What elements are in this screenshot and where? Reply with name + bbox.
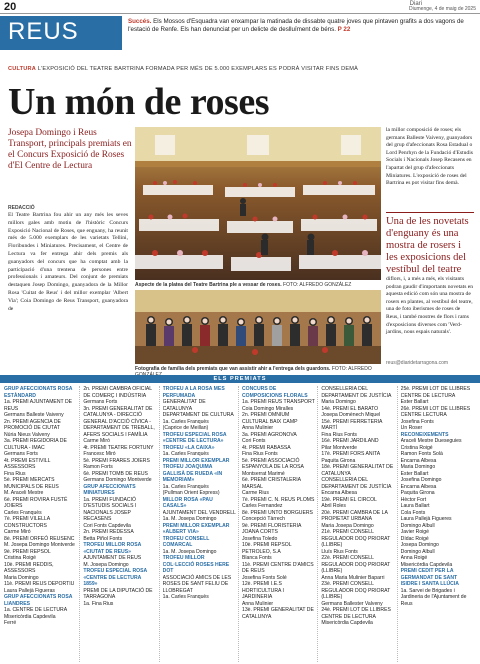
theatre-photo-graphic (135, 127, 381, 280)
award-line: Pilar Montverde (321, 444, 357, 451)
awards-column-2 (83, 386, 159, 662)
award-line: Laura Ballart (400, 503, 430, 509)
award-line: CONSELLERIA DEL DEPARTAMENT DE JUSTÍCIA (321, 386, 392, 399)
award-line: TROFEU CONSELL COMARCAL (162, 535, 210, 548)
teaser-brief (128, 18, 474, 34)
award-line: Fina Rius (4, 470, 26, 477)
award-line: 12è. PREMI I.E.S HORTICULTURA I JARDINERIA (241, 581, 284, 600)
award-line: 24è. PREMI LOT DE LLIBRES CENTRE DE LECTURA (321, 607, 391, 620)
awards-band: ELS PREMIATS (0, 375, 480, 383)
award-line: Javier Roigé (400, 529, 429, 535)
award-line: Montserrat Marimé (241, 470, 285, 477)
award-line: 18è. PREMI GENERALITAT DE CATALUNYA (321, 464, 394, 477)
photo1-credit: FOTO: ALFREDO GONZÁLEZ (283, 282, 352, 288)
award-line: Francesc Miró (83, 451, 116, 457)
award-line: CONSELLERIA DEL DEPARTAMENT DE JUSTÍCIA (321, 477, 392, 490)
award-line: 9è. PREMI FLORISTERIA JOANA CORTS (241, 522, 302, 535)
award-line: 10è. PREMI REDDIS, ASSESSORS (4, 561, 54, 574)
photo2-credit: FOTO: ALFREDO (331, 366, 372, 372)
award-line: 17è. PREMI FORS ANITA (321, 451, 381, 457)
award-line: MILLOR ROSA «PAU CASALS» (162, 496, 213, 509)
pull-quote: Una de les novetats d'enguany és una mostra de rosers i les exposicions del vestíbul del teatre (386, 212, 474, 276)
award-line: 1a. M. Josepa Domingo (162, 516, 217, 522)
award-line: GRUP AFECCIONATS ROSA ESTÀNDARD (4, 386, 73, 399)
award-line: Anna Mulinier (241, 425, 274, 431)
award-line: Fina Rius Fonts (241, 451, 278, 457)
award-line: Fina Rius Fonts (321, 431, 357, 438)
teaser-lead: Succés. (128, 18, 152, 25)
awards-list (4, 386, 476, 662)
award-line: Misericòrdia Capdevila (321, 620, 373, 626)
award-line: 1a. PREMI AJUNTAMENT DE REUS (4, 399, 73, 412)
award-line: Encarna Albesa (400, 457, 437, 464)
award-line: 3a. PREMI AGRONOVA (241, 431, 297, 438)
award-line: M. Araceli Mestre (4, 490, 44, 496)
group-photo (135, 290, 381, 364)
award-line: Maria Josepa Domingo (321, 522, 374, 529)
award-line: 4t. PREMI RABASSA (241, 444, 291, 451)
award-line: Laura Pallejà Figueres (400, 516, 452, 522)
award-line: 14è. PREMI EL BARATO (321, 405, 379, 412)
award-line: ASSOCIACIÓ AMICS DE LES ROSES DE SANT FELIU DE LLOBREGAT (162, 574, 232, 594)
issue-date: Diumenge, 4 de maig de 2025 (409, 6, 476, 12)
kicker (8, 66, 476, 72)
byline: REDACCIÓ (8, 205, 35, 211)
award-line: AJUNTAMENT DEL VENDRELL (162, 509, 236, 516)
award-line: DEPARTAMENT DE CULTURA (162, 412, 234, 418)
award-line: 2n. PREMI REDESSA (83, 529, 134, 535)
award-line: Josefina Fonts Solé (241, 574, 287, 581)
award-line: Cori Fonts (241, 438, 266, 444)
award-line: Anna Roigé (400, 555, 428, 561)
award-line: 6è. PREMI CRISTALERIA MARSAL (241, 477, 301, 490)
award-line: Carles Fernandez (241, 503, 283, 509)
award-line: Maria Domingo (400, 464, 436, 470)
award-line: 16è. PREMI JARDILAND (321, 438, 379, 444)
award-line: Carles Franquès (4, 509, 42, 516)
award-line: 8è. PREMI ORFEÓ REUSENC (4, 535, 75, 542)
award-line: 26è. PREMI LOT DE LLIBRES CENTRE LECTURA (400, 405, 471, 418)
award-line: Ramon Fonts Solà (400, 451, 443, 457)
award-line: 1a. Carles Franquès (162, 483, 209, 490)
awards-column-1 (4, 386, 80, 662)
award-line: 22è. PREMI CONSELL REGULADOR DOQ PRIORAT (LLIBRE) (321, 555, 391, 574)
teaser-text: Els Mossos d'Esquadra van enxampar la matinada de dissabte quatre joves que pintaven grafits a dos vagons de l'estació de Renfe. Els han denunciat per un delicte de deslluïment de béns. (128, 18, 464, 33)
award-line: 2n. PREMI CAMBRA OFICIAL DE COMERÇ I INDÚSTRIA (83, 386, 152, 399)
award-line: 10è. PREMI REPSOL PETROLEO, S.A (241, 542, 292, 555)
award-line: M. Josepa Domingo (83, 561, 129, 568)
award-line: GRUP AFECCIONATS MINIATURES (83, 483, 136, 496)
award-line: PREMI CEDIT PER LA GERMANDAT DE SANT ISIDRE I SANTA LLÚCIA (400, 568, 459, 587)
award-line: Misericòrdia Capdevila (4, 613, 56, 620)
award-line: TROFEU ESPECIAL ROSA «CENTRE DE LECTURA 1859» (83, 568, 148, 587)
award-line: Laura Pallejà Figueras (4, 587, 55, 594)
award-line: Cristina Roigé (4, 555, 36, 561)
award-line: Ramon Forts (83, 464, 113, 470)
award-line: Araceli Mestre Dueseguies (400, 438, 462, 444)
award-line: PREMI MILLOR EXEMPLAR (162, 457, 230, 464)
photo2-caption-text: Fotografia de família dels premiats que van assistir ahir a l'entrega dels guardons. (135, 366, 331, 372)
group-photo-graphic (135, 290, 381, 364)
award-line: Paquita Girona (321, 457, 356, 464)
section-title: REUS (0, 16, 122, 50)
award-line: Lluís Rius Fonts (321, 548, 358, 555)
award-line: 25è. PREMI LOT DE LLIBRES CENTRE DE LECTURA (400, 386, 471, 399)
award-line: 7è. PREMI VILELLA CONSTRUCTORS (4, 516, 50, 529)
award-line: 1a. Fina Rius (83, 600, 114, 607)
award-line: Cristina Roigé (400, 444, 433, 451)
award-line: 1a. PREMI FUNDACIÓ D'ESTUDIS SOCIALS I NACIONALS JOSEP RECASENS (83, 496, 137, 522)
article-body: El Teatre Bartrina fou ahir un any més les seves millors gales amb motiu de l'històric Concurs Exposició Nacional de Roses, que enguany, ha reunit més de 5.000 exemplars de les varietats Tellini, Floribundes i Miniatures. Precisament, el Centre de Lectura va fer entrega ahir dels premis als guanyadors del concurs que ha comptat amb la participació d'una trentena de persones entre professionals i amateurs. Del conjunt de premiats destaquen Josep Domingo, guanyadora de la Millor Rosa 'Cuitat de Reus' i del millor exemplar 'Albert Via'; Coia Domingo de Reus Transport, guanyadora de (8, 212, 128, 312)
award-line: TROFEU MILLOR ROSA «CIUTAT DE REUS» (83, 542, 142, 555)
award-line: 11è. PREMI REUS DEPORTIU (4, 581, 75, 587)
award-line: 21è. PREMI CONSELL REGULADOR DOQ PRIORAT (LLIBRE) (321, 529, 391, 548)
photo1-caption (135, 282, 381, 288)
awards-column-4 (242, 386, 318, 662)
page-number: 20 (4, 1, 17, 13)
award-line: Maria Domingo (321, 399, 356, 405)
award-line: 6è. PREMI ROVIRA FUSTÉ JOIERS (4, 496, 68, 509)
award-line: Domingo Albull (400, 522, 435, 529)
award-line: Ester Ballart (400, 399, 429, 405)
theatre-roses-photo (135, 127, 381, 280)
award-line: (Pullman Orient Express) (162, 490, 220, 496)
award-line: Un Roser (400, 425, 423, 431)
award-line: Encarna Albesa (321, 490, 357, 496)
award-line: 3n. PREMI GENERALITAT DE CATALUNYA - DIRECCIÓ GENERAL D'ACCIÓ CÍVICA - DEPARTAMENT DE TREBALL, AFERS SOCIALS I FAMÍLIA (83, 405, 155, 438)
award-line: 15è. PREMI FERRETERIA MARTÍ (321, 418, 383, 431)
award-line: Dídac Roigé (400, 535, 429, 542)
award-line: 1a. CENTRE DE LECTURA (4, 607, 68, 613)
award-line: TROFEU JOAQUIMA GALLISÀ DE RUEDA «IN MEMORIAM» (162, 464, 223, 483)
award-line: 20è. PREMI CAMBRA DE LA PROPIETAT URBANA (321, 509, 388, 522)
award-line: 3a. PREMI REGIDORIA DE CULTURA - IMAC (4, 438, 67, 451)
award-line: 19è. PREMI EL CIRCOL (321, 496, 377, 503)
award-line: M. Josepa Domingo Montverde (4, 542, 75, 548)
award-line: Betta Piñol Fonts (83, 535, 123, 542)
photo1-caption-text: Aspecte de la platea del Teatre Bartrina ple a vessar de roses. (135, 282, 282, 288)
award-line: Germans Domingo Montverde (83, 477, 152, 483)
award-line: 1a. M. Josepa Domingo (162, 548, 217, 555)
award-line: Núria Nieus Valveny (4, 431, 50, 438)
award-line: Germans Forts (83, 399, 118, 405)
award-line: TROFEU MILLOR COL·LECCIÓ ROSES HERE DOT (162, 555, 230, 574)
award-line: Maria Domingo (4, 574, 39, 581)
award-line: Josepa Domènech Miquel (321, 412, 381, 418)
award-line: Hèctor Fort (400, 496, 427, 503)
deck: Josepa Domingo i Reus Transport, principals premiats en el Concurs Exposició de Roses d'El Centre de Lectura (8, 128, 132, 171)
award-line: Carme Miró (83, 438, 110, 444)
award-line: Cori Fonts Capdevila (83, 522, 131, 529)
award-line: 6è. PREMI TOMB DE REUS (83, 470, 148, 477)
kicker-text: L'EXPOSICIÓ DEL TEATRE BARTRINA FORMADA PER MÉS DE 5.000 EXEMPLARS ES PODRÀ VISITAR FINS DEMÀ (37, 66, 359, 72)
award-line: PREMI DE LA DIPUTACIÓ DE TARRAGONA (83, 587, 153, 600)
award-line: 1a. PREMI REUS TRANSPORT (241, 399, 315, 405)
award-line: Josepa Domingo (400, 542, 439, 548)
award-line: 1a. Sarvei de Brigades i Jardineria de l'Ajuntament de Reus (400, 587, 467, 607)
right-column-text: la millor composició de roses; els germans Balleste Vaiveny, guanyadors del grup d'afeccionats Rosa Estadual o Lord Penrhyn de la Fundació d'Estudis Socials i Nacionals Josep Recasens en l'apartat del grup d'afeccionats Miniatures. L'exposició de roses del Bartrina es pot visitar fins demà. (386, 127, 473, 187)
award-line: 1a. Carles Franquès (162, 418, 209, 425)
award-line: Germans Balleste Vaiveny (4, 412, 64, 418)
award-line: Ferré (4, 620, 17, 626)
award-line: 4t. PREMI TEATRE FORTUNY (83, 444, 154, 451)
page-top-bar (0, 0, 480, 14)
award-line: TROFEU «LA CAIXA» (162, 444, 215, 451)
award-line: Germans Forts (4, 451, 38, 457)
award-line: Anna Maria Mulinier Baparri (321, 574, 385, 581)
award-line: RECONEIXEMENTS (400, 431, 449, 438)
teaser-page-ref: P 22 (337, 26, 351, 33)
kicker-tag: CULTURA (8, 66, 37, 72)
award-line: Anna Mulinier (241, 600, 274, 607)
award-line: 9è. PREMI REPSOL (4, 548, 51, 555)
award-line: TROFEU ESPECIAL ROSA «CENTRE DE LECTURA» (162, 431, 227, 444)
award-line: Coia Domingo Miralles (241, 405, 294, 412)
right-column-text-2: diflors, i, a més a més, els visitants podran gaudir d'importants novetats en aquesta edició com són una mostra de rosers en plantes, al vestíbul del teatre, una de foto iberismes de roses de Reus, i també mostres de flors i rams d'exposicions diverses com 'Verd-jardins, nous espais naturals'. (386, 276, 474, 336)
award-line: 5è. PREMI ASSOCIACIÓ ESPANYOLA DE LA ROSA (241, 457, 304, 470)
award-line: 1a. Carles Franquès (162, 594, 209, 600)
award-line: Blanca Fonts (241, 555, 272, 561)
awards-column-5 (321, 386, 397, 662)
award-line: PREMI MILLOR EXEMPLAR «ALBERT VIA» (162, 522, 230, 535)
award-line: (Caprice de Meillan) (162, 425, 209, 431)
award-line: Germans Ballester Valveny (321, 600, 383, 607)
award-line: Encarna Albesa (400, 483, 437, 490)
award-line: GRUP AFECCIONATS ROSA LIANDRES (4, 594, 73, 607)
award-line: Domingo Albull (400, 548, 435, 555)
award-line: 13è. PREMI GENERALITAT DE CATALUNYA (241, 607, 314, 620)
award-line: Josefina Toledo (241, 535, 278, 542)
award-line: Josefina Domingo (400, 477, 442, 483)
awards-column-6 (401, 386, 476, 662)
award-line: 5è. PREMI MERCATS MUNICIPALS DE REUS (4, 477, 59, 490)
author-email: reus@diaridetarragona.com (386, 360, 449, 366)
award-line: Ester Ballart (400, 470, 429, 477)
award-line: 2n. PREMI OMNIUM CULTURAL BAIX CAMP (241, 412, 298, 425)
award-line: 4t. PREMI ESTIVILL ASSESSORS (4, 457, 51, 470)
headline: Un món de roses (8, 81, 269, 123)
award-line: CONCURS DE COMPOSICIONS FLORALS (241, 386, 308, 399)
award-line: Cola Fonts (400, 509, 426, 516)
award-line: 1a. Carles Franquès (162, 451, 209, 457)
award-line: 23è. PREMI CONSELL REGULADOR DOQ PRIORAT (LLIBRE) (321, 581, 391, 600)
award-line: Josefina Fonts (400, 418, 434, 425)
award-line: 5è. PREMI FRARES JOIERS (83, 457, 150, 464)
award-line: GENERALITAT DE CATALUNYA (162, 399, 206, 412)
award-line: Abril Roles (321, 503, 346, 509)
newspaper-brand: Diari (409, 1, 422, 7)
award-line: Carme Rius (241, 490, 269, 496)
award-line: Concepció Tàrrech (241, 516, 285, 522)
award-line: 8è. PREMI UNTO BORGUERS (241, 509, 313, 516)
award-line: Misericòrdia Capdevila (400, 561, 453, 568)
award-line: AJUNTAMENT DE REUS (83, 555, 142, 561)
award-line: 11è. PREMI CENTRE D'AMICS DE REUS (241, 561, 314, 574)
award-line: Carme Miró (4, 529, 31, 535)
award-line: TROFEU A LA ROSA MÉS PERFUMADA (162, 386, 225, 399)
award-line: 7è. PREMI C. N. REUS PLOMS (241, 496, 315, 503)
awards-column-3 (163, 386, 239, 662)
award-line: Paquita Girona (400, 490, 435, 496)
award-line: 2n. PREMI AGENCIA DE PROMOCIÓ DE CIUTAT (4, 418, 61, 431)
